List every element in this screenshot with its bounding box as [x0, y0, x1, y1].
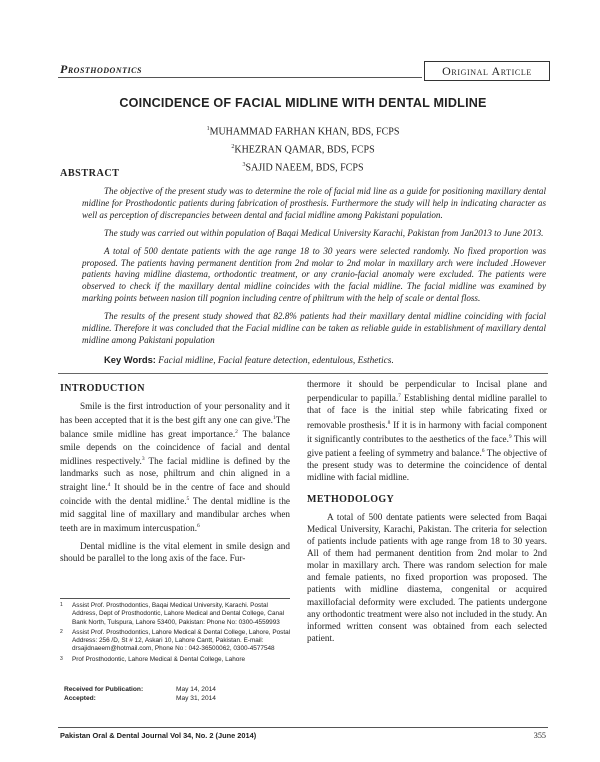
- abstract-paragraph: The study was carried out within population of Baqai Medical University Karachi, Pakistan from Jan2013 to June 2013.: [104, 227, 544, 238]
- publication-dates: [64, 686, 294, 704]
- article-title: COINCIDENCE OF FACIAL MIDLINE WITH DENTAL MIDLINE: [119, 96, 487, 110]
- abstract-rule: [58, 373, 548, 374]
- abstract-heading: ABSTRACT: [60, 168, 120, 179]
- keywords-text: Facial midline, Facial feature detection, edentulous, Esthetics.: [158, 356, 394, 366]
- accepted-date: May 31, 2014: [176, 694, 216, 702]
- author-list: [60, 122, 546, 175]
- author-1: $^1$MUHAMMAD FARHAN KHAN, BDS, FCPS: [206, 126, 400, 138]
- received-label: Received for Publication:: [64, 686, 144, 693]
- footnote: 2 Assist Prof. Prosthodontics, Lahore Medical & Dental College, Lahore, Postal Address: 256 /D, St # 12, Askari 10, Lahore Cantt, Pakistan. E-mail: drsajidnaeem@hotmail.com, Phone No : 042-36500062, 0300-4577548: [60, 628, 291, 653]
- footnotes: [60, 602, 292, 666]
- author-3: $^3$SAJID NAEEM, BDS, FCPS: [242, 161, 364, 173]
- footnote-rule: [60, 598, 290, 599]
- footnote: 3 Prof Prosthodontic, Lahore Medical & Dental College, Lahore: [60, 655, 246, 663]
- intro-paragraph-3: thermore it should be perpendicular to Incisal plane and perpendicular to papilla.$^7$ Establishing dental midline parallel to that of face is the initial step while fabricating fixed or removable prosthesis.$^8$ If it is in harmony with facial component it significantly contributes to the aesthetics of the face.$^9$ This will give patient a feeling of symmetry and balance.$^6$ The objective of the present study was to determine the coincidence of dental midline with facial midline.: [307, 379, 547, 483]
- abstract-paragraph: The results of the present study showed that 82.8% patients had their maxillary dental midline coinciding with facial midline. Therefore it was concluded that the Facial midline can be taken as reliable guide in establishment of maxillary dental midline among Pakistani population: [82, 311, 546, 345]
- methodology-paragraph: A total of 500 dentate patients were selected from Baqai Medical University, Karachi, Pakistan. The criteria for selection of patients include patients with age range from 18 to 30 years. All of them had permanent dentition from 2nd molar to 2nd molar in maxillary arch. There was random selection for male and female patients, no fixed proportion was proposed. The patients with midline diastema, congenital or acquired maxillofacial deformity were excluded. The patients undergone any orthodontic treatment were also not included in the study. An informed written consent was obtained from each selected patient.: [307, 511, 548, 644]
- intro-paragraph-1: Smile is the first introduction of your personality and it has been accepted that it is the best gift any one can give.$^1$The balance smile midline has great importance.$^2$ The balance smile depends on the coincidence of facial and dental midlines respectively.$^3$ The facial midline is defined by the landmarks such as nose, philtrum and chin aligned in a straight line.$^4$ It should be in the centre of face and should coincide with the dental midline.$^5$ The dental midline is the mid saggital line of maxillary and mandibular arches when teeth are in maximum intercuspation.$^6$: [60, 401, 291, 533]
- intro-paragraph-2: Dental midline is the vital element in smile design and should be parallel to the long axis of the face. Fur-: [60, 540, 290, 564]
- header-rule: [58, 77, 422, 78]
- author-2: $^2$KHEZRAN QAMAR, BDS, FCPS: [231, 143, 375, 156]
- left-column: [60, 381, 290, 570]
- article-type-box: Original Article: [424, 61, 550, 81]
- keywords-label: Key Words:: [104, 354, 156, 365]
- abstract-paragraph: A total of 500 dentate patients with the age range 18 to 30 years were selected randomly. No fixed proportion was proposed. The patients having permanent dentition from 2nd molar to 2nd molar in maxillary arch were included .However patients having midline diastema, orthodontic treatment, or any cranio-facial anomaly were excluded. The patients were observed to check if the maxillary dental midline coincides with the facial midline. The facial midline was examined by marking points between nasion till pognion including centre of philtrum with the help of scale or dental floss.: [82, 245, 546, 304]
- abstract-paragraph: The objective of the present study was to determine the role of facial mid line as a guide for positioning maxillary dental midline for Prosthodontic patients during fabrication of prosthesis. Furthermore the study will help in indicating character as well as perception of discrepancies between dental and facial midline among Pakistani population.: [82, 186, 546, 220]
- keywords: [104, 354, 546, 366]
- section-label: Prosthodontics: [60, 62, 142, 76]
- footnote: 1 Assist Prof. Prosthodontics, Baqai Medical University, Karachi. Postal Address, Dept of Prosthodontic, Lahore Medical and Dental College, Canal Bank North, Tulspura, Lahore 53400, Pakistan: Phone No: 0300-4559993: [60, 602, 285, 626]
- methodology-heading: METHODOLOGY: [307, 493, 395, 505]
- page-number: 355: [533, 731, 546, 740]
- abstract-body: [82, 186, 546, 353]
- journal-citation: Pakistan Oral & Dental Journal Vol 34, No. 2 (June 2014): [60, 731, 257, 740]
- received-date: May 14, 2014: [176, 686, 216, 693]
- accepted-label: Accepted:: [64, 694, 96, 702]
- right-column: [307, 378, 547, 650]
- introduction-heading: INTRODUCTION: [60, 383, 145, 394]
- footer-rule: [58, 727, 548, 728]
